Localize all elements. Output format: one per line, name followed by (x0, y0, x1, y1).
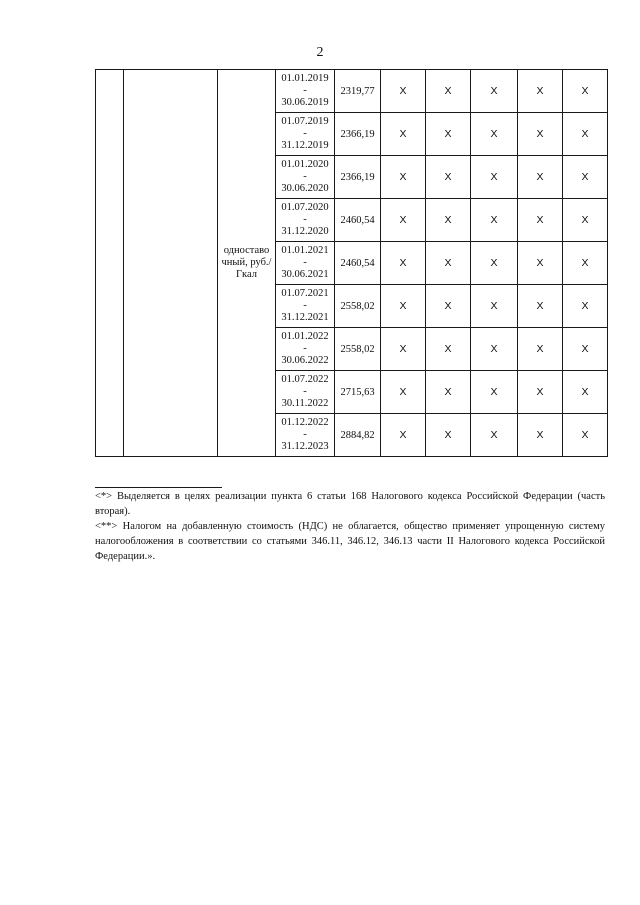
period-end: 30.06.2019 (281, 97, 329, 108)
x-mark-cell: X (518, 328, 563, 371)
period-end: 30.06.2021 (281, 269, 329, 280)
x-mark-cell: X (471, 242, 518, 285)
x-mark-cell: X (381, 328, 426, 371)
x-mark-cell: X (563, 371, 608, 414)
x-mark-cell: X (471, 285, 518, 328)
x-mark-cell: X (471, 70, 518, 113)
table-row (96, 70, 608, 113)
footnotes (95, 489, 605, 564)
period-dash: - (303, 257, 307, 268)
x-mark-cell: X (518, 156, 563, 199)
x-mark-cell: X (426, 113, 471, 156)
tariff-price-cell: 2366,19 (335, 113, 381, 156)
period-cell (276, 70, 335, 113)
period-cell (276, 414, 335, 457)
x-mark-cell: X (563, 199, 608, 242)
empty-category-cell (124, 70, 218, 457)
empty-number-cell (96, 70, 124, 457)
x-mark-cell: X (563, 328, 608, 371)
x-mark-cell: X (426, 242, 471, 285)
period-end: 31.12.2021 (281, 312, 329, 323)
period-cell (276, 113, 335, 156)
period-cell (276, 242, 335, 285)
footnote-vat-exempt: <**> Налогом на добавленную стоимость (НДС) не облагается, общество применяет упрощенную систему налогообложения в соответствии со статьями 346.11, 346.12, 346.13 части II Налогового кодекса Российской Федерации.». (95, 521, 605, 562)
x-mark-cell: X (518, 242, 563, 285)
x-mark-cell: X (563, 414, 608, 457)
period-start: 01.01.2022 (281, 331, 329, 342)
x-mark-cell: X (381, 242, 426, 285)
x-mark-cell: X (381, 414, 426, 457)
table-body (96, 70, 608, 457)
page-number: 2 (316, 45, 324, 60)
x-mark-cell: X (518, 414, 563, 457)
period-start: 01.12.2022 (281, 417, 329, 428)
x-mark-cell: X (426, 414, 471, 457)
x-mark-cell: X (381, 371, 426, 414)
x-mark-cell: X (471, 199, 518, 242)
x-mark-cell: X (381, 199, 426, 242)
x-mark-cell: X (381, 156, 426, 199)
period-cell (276, 371, 335, 414)
tariff-price-cell: 2715,63 (335, 371, 381, 414)
x-mark-cell: X (518, 199, 563, 242)
x-mark-cell: X (471, 328, 518, 371)
x-mark-cell: X (381, 285, 426, 328)
tariff-price-cell: 2460,54 (335, 242, 381, 285)
period-end: 31.12.2023 (281, 441, 329, 452)
x-mark-cell: X (563, 242, 608, 285)
x-mark-cell: X (381, 70, 426, 113)
period-dash: - (303, 128, 307, 139)
period-end: 30.06.2020 (281, 183, 329, 194)
x-mark-cell: X (426, 156, 471, 199)
tariff-price-cell: 2558,02 (335, 328, 381, 371)
x-mark-cell: X (563, 70, 608, 113)
tariff-unit-cell: одноставо чный, руб./Гкал (218, 70, 276, 457)
x-mark-cell: X (426, 199, 471, 242)
tariff-table (95, 69, 608, 457)
period-dash: - (303, 386, 307, 397)
tariff-price-cell: 2884,82 (335, 414, 381, 457)
period-cell (276, 285, 335, 328)
period-start: 01.01.2019 (281, 73, 329, 84)
x-mark-cell: X (426, 70, 471, 113)
x-mark-cell: X (563, 113, 608, 156)
period-start: 01.07.2021 (281, 288, 329, 299)
period-start: 01.07.2020 (281, 202, 329, 213)
footnote-vat-allocation: <*> Выделяется в целях реализации пункта 6 статьи 168 Налогового кодекса Российской Федерации (часть вторая). (95, 491, 605, 517)
tariff-price-cell: 2460,54 (335, 199, 381, 242)
period-end: 30.06.2022 (281, 355, 329, 366)
x-mark-cell: X (518, 285, 563, 328)
x-mark-cell: X (518, 371, 563, 414)
period-cell (276, 199, 335, 242)
period-dash: - (303, 343, 307, 354)
period-start: 01.07.2019 (281, 116, 329, 127)
period-dash: - (303, 429, 307, 440)
footnote-divider (95, 487, 222, 488)
x-mark-cell: X (518, 113, 563, 156)
x-mark-cell: X (381, 113, 426, 156)
period-start: 01.01.2021 (281, 245, 329, 256)
x-mark-cell: X (563, 285, 608, 328)
tariff-price-cell: 2366,19 (335, 156, 381, 199)
tariff-price-cell: 2558,02 (335, 285, 381, 328)
x-mark-cell: X (471, 414, 518, 457)
period-start: 01.07.2022 (281, 374, 329, 385)
x-mark-cell: X (471, 156, 518, 199)
period-dash: - (303, 300, 307, 311)
x-mark-cell: X (426, 285, 471, 328)
period-end: 31.12.2019 (281, 140, 329, 151)
x-mark-cell: X (426, 328, 471, 371)
period-dash: - (303, 85, 307, 96)
period-start: 01.01.2020 (281, 159, 329, 170)
x-mark-cell: X (518, 70, 563, 113)
x-mark-cell: X (471, 113, 518, 156)
period-cell (276, 328, 335, 371)
x-mark-cell: X (563, 156, 608, 199)
period-dash: - (303, 214, 307, 225)
period-end: 30.11.2022 (281, 398, 329, 409)
period-dash: - (303, 171, 307, 182)
tariff-price-cell: 2319,77 (335, 70, 381, 113)
period-cell (276, 156, 335, 199)
period-end: 31.12.2020 (281, 226, 329, 237)
x-mark-cell: X (426, 371, 471, 414)
x-mark-cell: X (471, 371, 518, 414)
